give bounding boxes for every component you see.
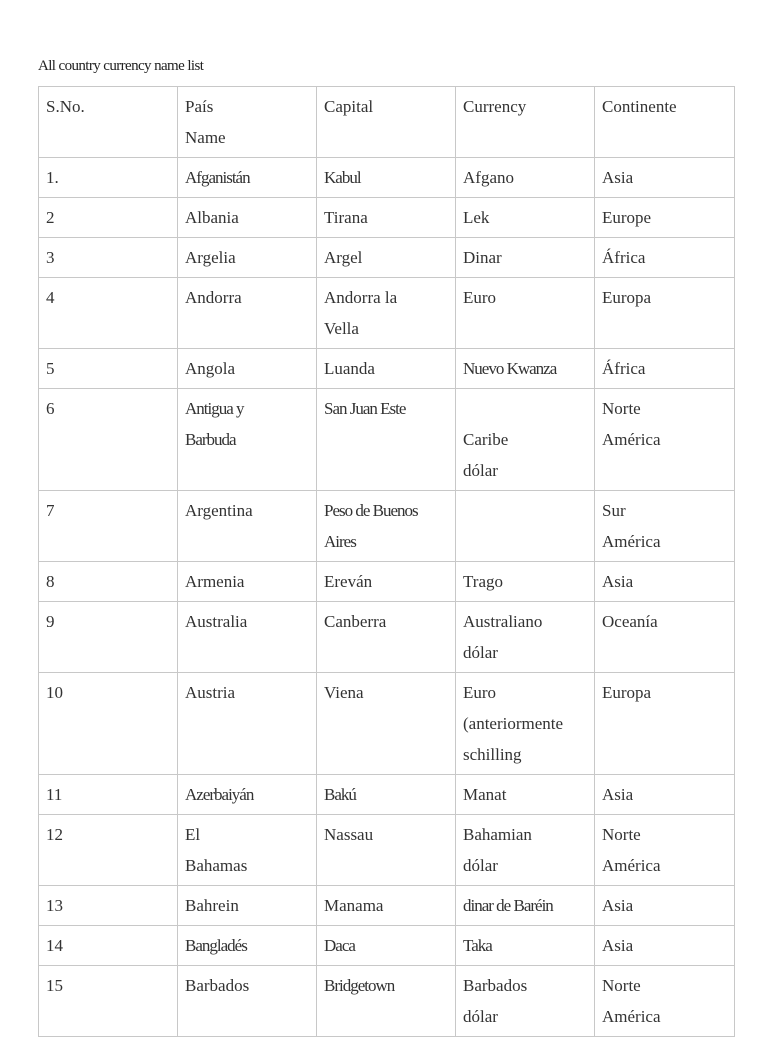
- table-row: [39, 198, 735, 238]
- cell-pais: [178, 775, 317, 815]
- cell-continente-text: Europa: [602, 288, 652, 307]
- cell-capital-text: Viena: [324, 683, 364, 702]
- cell-pais-text: Bangladés: [185, 936, 247, 955]
- cell-sno: [39, 349, 178, 389]
- cell-capital-text: Tirana: [324, 208, 368, 227]
- cell-currency-text: Caribe dólar: [463, 430, 509, 480]
- cell-capital: [317, 278, 456, 349]
- table-row: [39, 966, 735, 1037]
- cell-currency: [456, 491, 595, 562]
- table-row: [39, 158, 735, 198]
- cell-pais-text: Argelia: [185, 248, 236, 267]
- cell-capital-text: Bakú: [324, 785, 356, 804]
- cell-currency-text: Manat: [463, 785, 507, 804]
- cell-currency-text: Dinar: [463, 248, 502, 267]
- cell-capital: [317, 389, 456, 491]
- cell-currency: [456, 775, 595, 815]
- cell-currency-text: Trago: [463, 572, 503, 591]
- cell-pais-text: Armenia: [185, 572, 245, 591]
- cell-sno-text: 8: [46, 572, 55, 591]
- table-row: [39, 673, 735, 775]
- cell-capital-text: Manama: [324, 896, 384, 915]
- cell-capital: [317, 238, 456, 278]
- cell-sno: [39, 278, 178, 349]
- cell-capital: [317, 886, 456, 926]
- cell-pais: [178, 926, 317, 966]
- table-row: [39, 238, 735, 278]
- cell-sno: [39, 815, 178, 886]
- cell-currency-text: Australiano dólar: [463, 612, 543, 662]
- cell-sno: [39, 926, 178, 966]
- table-row: [39, 926, 735, 966]
- cell-sno: [39, 673, 178, 775]
- cell-capital: [317, 158, 456, 198]
- header-pais: [178, 87, 317, 158]
- cell-currency-text: Barbados dólar: [463, 976, 528, 1026]
- document-title: All country currency name list: [38, 58, 204, 74]
- cell-sno-text: 11: [46, 785, 63, 804]
- cell-currency: [456, 602, 595, 673]
- cell-pais: [178, 602, 317, 673]
- currency-table: [38, 86, 735, 1037]
- header-continente-label: Continente: [602, 97, 677, 116]
- cell-capital: [317, 198, 456, 238]
- cell-capital-text: Ereván: [324, 572, 373, 591]
- cell-pais-text: Bahrein: [185, 896, 239, 915]
- cell-continente-text: Norte América: [602, 976, 661, 1026]
- cell-pais-text: El Bahamas: [185, 825, 248, 875]
- cell-currency-text: Nuevo Kwanza: [463, 359, 557, 378]
- cell-continente: [595, 673, 735, 775]
- cell-continente: [595, 491, 735, 562]
- header-capital-label: Capital: [324, 97, 374, 116]
- cell-sno-text: 9: [46, 612, 55, 631]
- cell-sno: [39, 966, 178, 1037]
- cell-currency-text: dinar de Baréin: [463, 896, 553, 915]
- cell-pais: [178, 238, 317, 278]
- cell-continente: [595, 238, 735, 278]
- cell-sno-text: 3: [46, 248, 55, 267]
- cell-continente-text: Oceanía: [602, 612, 658, 631]
- cell-continente: [595, 349, 735, 389]
- cell-capital: [317, 926, 456, 966]
- cell-capital: [317, 349, 456, 389]
- cell-pais-text: Afganistán: [185, 168, 250, 187]
- cell-pais: [178, 389, 317, 491]
- cell-sno: [39, 238, 178, 278]
- table-row: [39, 491, 735, 562]
- cell-sno: [39, 775, 178, 815]
- cell-capital: [317, 815, 456, 886]
- table-row: [39, 602, 735, 673]
- cell-continente-text: Norte América: [602, 399, 661, 449]
- cell-currency: [456, 158, 595, 198]
- cell-pais: [178, 562, 317, 602]
- cell-pais-text: Albania: [185, 208, 239, 227]
- cell-continente: [595, 602, 735, 673]
- cell-continente-text: Sur América: [602, 501, 661, 551]
- cell-continente: [595, 389, 735, 491]
- cell-currency: [456, 673, 595, 775]
- table-row: [39, 389, 735, 491]
- cell-currency-text: Euro: [463, 288, 497, 307]
- cell-capital-text: Luanda: [324, 359, 375, 378]
- cell-currency: [456, 562, 595, 602]
- cell-pais: [178, 158, 317, 198]
- cell-capital: [317, 775, 456, 815]
- table-row: [39, 815, 735, 886]
- header-continente: [595, 87, 735, 158]
- header-sno: [39, 87, 178, 158]
- cell-currency: [456, 198, 595, 238]
- cell-continente: [595, 562, 735, 602]
- cell-sno-text: 10: [46, 683, 63, 702]
- cell-sno: [39, 198, 178, 238]
- cell-pais-text: Angola: [185, 359, 236, 378]
- cell-sno-text: 13: [46, 896, 63, 915]
- cell-sno: [39, 886, 178, 926]
- cell-capital-text: Canberra: [324, 612, 387, 631]
- cell-sno-text: 4: [46, 288, 55, 307]
- cell-sno: [39, 602, 178, 673]
- cell-pais-text: Azerbaiyán: [185, 785, 254, 804]
- cell-currency: [456, 349, 595, 389]
- cell-sno-text: 12: [46, 825, 63, 844]
- cell-capital: [317, 966, 456, 1037]
- table-row: [39, 775, 735, 815]
- cell-continente-text: Europa: [602, 683, 652, 702]
- cell-continente-text: Asia: [602, 936, 634, 955]
- cell-pais-text: Argentina: [185, 501, 253, 520]
- cell-sno: [39, 158, 178, 198]
- cell-currency: [456, 238, 595, 278]
- cell-currency: [456, 886, 595, 926]
- cell-capital-text: Bridgetown: [324, 976, 395, 995]
- cell-sno: [39, 562, 178, 602]
- cell-capital-text: Andorra la Vella: [324, 288, 398, 338]
- cell-continente-text: Norte América: [602, 825, 661, 875]
- cell-sno-text: 2: [46, 208, 55, 227]
- cell-pais: [178, 198, 317, 238]
- cell-continente: [595, 278, 735, 349]
- cell-capital-text: San Juan Este: [324, 399, 406, 418]
- cell-sno: [39, 491, 178, 562]
- cell-continente-text: Asia: [602, 168, 634, 187]
- cell-capital-text: Daca: [324, 936, 355, 955]
- cell-sno: [39, 389, 178, 491]
- cell-sno-text: 6: [46, 399, 55, 418]
- cell-sno-text: 14: [46, 936, 63, 955]
- cell-capital: [317, 491, 456, 562]
- table-row: [39, 349, 735, 389]
- table-header-row: [39, 87, 735, 158]
- cell-continente: [595, 886, 735, 926]
- cell-continente-text: África: [602, 359, 646, 378]
- cell-currency: [456, 278, 595, 349]
- header-capital: [317, 87, 456, 158]
- cell-pais-text: Antigua y Barbuda: [185, 399, 244, 449]
- header-currency: [456, 87, 595, 158]
- cell-currency-text: Bahamian dólar: [463, 825, 532, 875]
- cell-pais: [178, 966, 317, 1037]
- cell-continente: [595, 198, 735, 238]
- cell-sno-text: 5: [46, 359, 55, 378]
- cell-capital: [317, 562, 456, 602]
- cell-continente-text: Asia: [602, 572, 634, 591]
- cell-pais: [178, 491, 317, 562]
- cell-currency-text: Euro (anteriormente schilling: [463, 683, 564, 764]
- cell-capital-text: Nassau: [324, 825, 374, 844]
- cell-capital: [317, 673, 456, 775]
- cell-pais-text: Andorra: [185, 288, 242, 307]
- cell-pais-text: Australia: [185, 612, 248, 631]
- cell-pais: [178, 886, 317, 926]
- cell-pais-text: Austria: [185, 683, 236, 702]
- header-sno-label: S.No.: [46, 97, 85, 116]
- cell-capital-text: Kabul: [324, 168, 361, 187]
- table-row: [39, 278, 735, 349]
- cell-currency: [456, 926, 595, 966]
- cell-continente: [595, 926, 735, 966]
- cell-pais: [178, 349, 317, 389]
- cell-capital-text: Argel: [324, 248, 363, 267]
- table-row: [39, 886, 735, 926]
- cell-capital-text: Peso de Buenos Aires: [324, 501, 418, 551]
- cell-capital: [317, 602, 456, 673]
- cell-currency-text: Afgano: [463, 168, 514, 187]
- cell-continente-text: Asia: [602, 785, 634, 804]
- cell-continente: [595, 775, 735, 815]
- cell-pais: [178, 815, 317, 886]
- cell-pais-text: Barbados: [185, 976, 250, 995]
- cell-continente: [595, 815, 735, 886]
- cell-currency-text: Taka: [463, 936, 492, 955]
- cell-currency-text: Lek: [463, 208, 490, 227]
- cell-continente: [595, 158, 735, 198]
- cell-continente-text: África: [602, 248, 646, 267]
- cell-currency: [456, 815, 595, 886]
- cell-continente-text: Europe: [602, 208, 652, 227]
- cell-continente-text: Asia: [602, 896, 634, 915]
- cell-currency: [456, 966, 595, 1037]
- cell-continente: [595, 966, 735, 1037]
- cell-sno-text: 1.: [46, 168, 59, 187]
- cell-currency: [456, 389, 595, 491]
- cell-sno-text: 15: [46, 976, 63, 995]
- header-currency-label: Currency: [463, 97, 527, 116]
- cell-sno-text: 7: [46, 501, 55, 520]
- cell-pais: [178, 673, 317, 775]
- table-row: [39, 562, 735, 602]
- header-pais-label: País Name: [185, 97, 226, 147]
- cell-pais: [178, 278, 317, 349]
